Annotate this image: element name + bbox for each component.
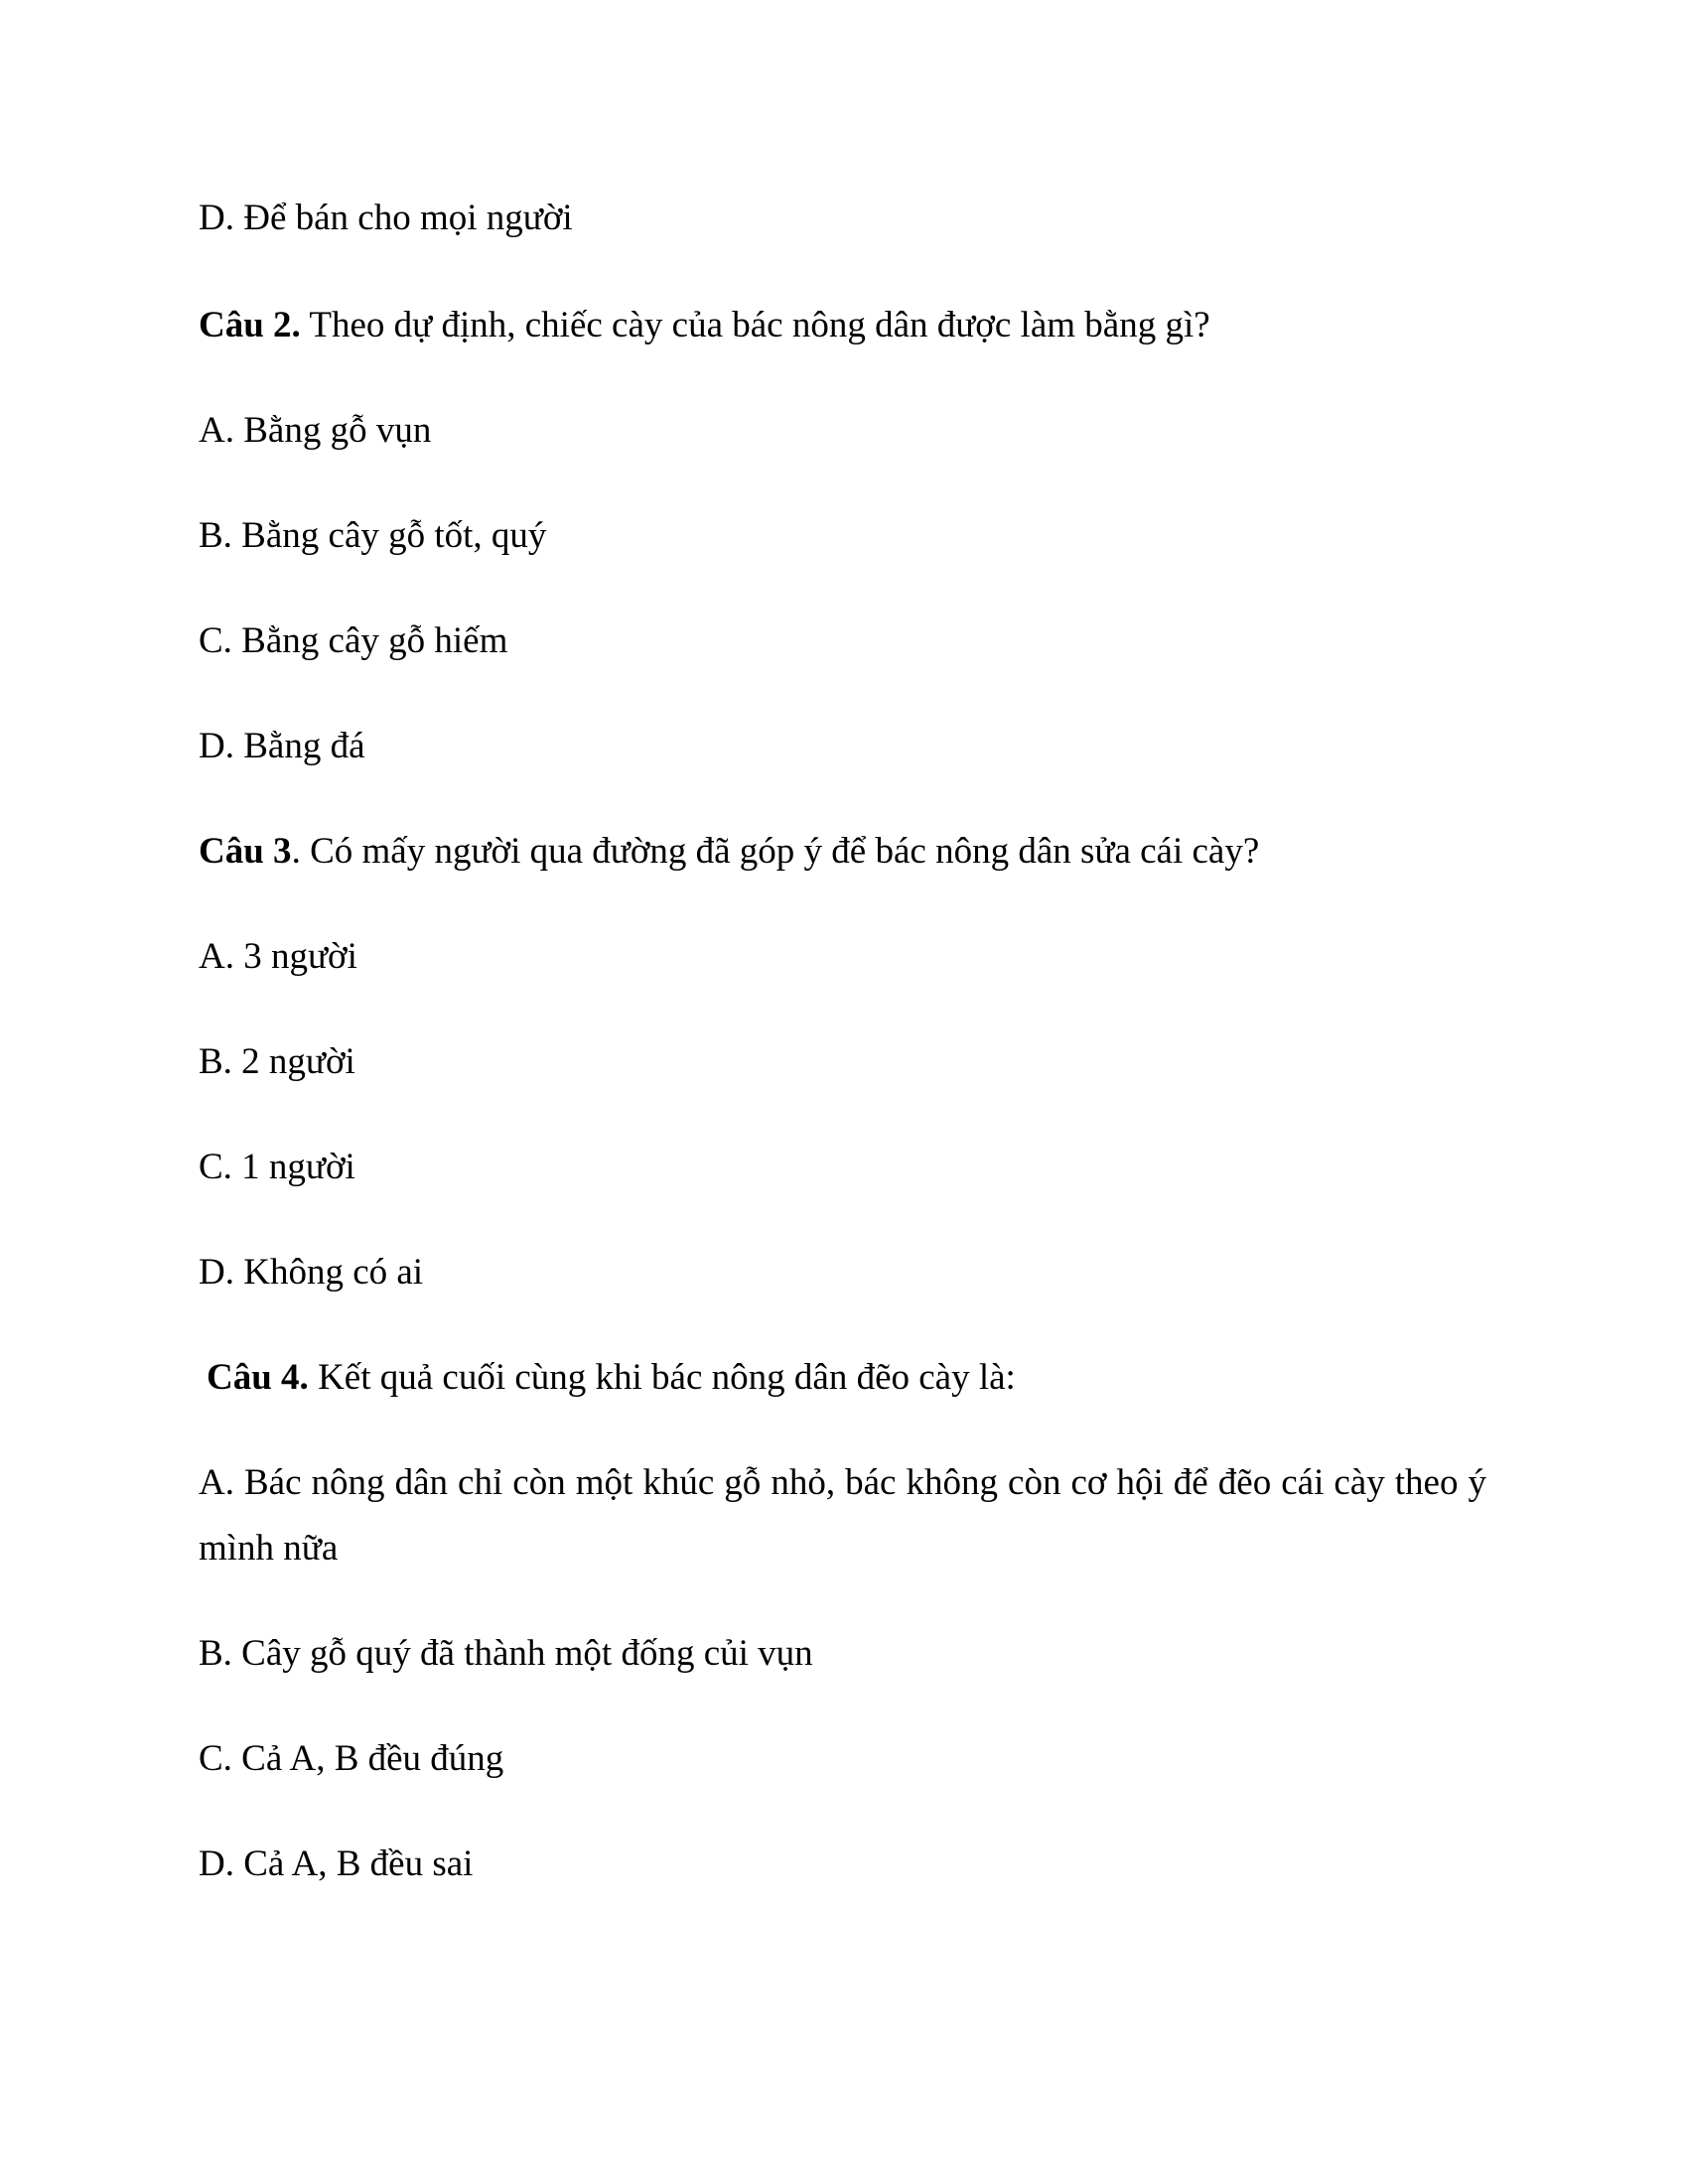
question-text: Kết quả cuối cùng khi bác nông dân đẽo cày là: xyxy=(308,1357,1016,1398)
question-3-option-c: C. 1 người xyxy=(199,1147,355,1187)
question-4-option-c: C. Cả A, B đều đúng xyxy=(199,1738,504,1779)
question-text: . Có mấy người qua đường đã góp ý để bác nông dân sửa cái cày? xyxy=(291,831,1260,872)
question-2-option-a: A. Bằng gỗ vụn xyxy=(199,410,432,451)
question-2 xyxy=(199,304,1210,347)
question-label: Câu 3 xyxy=(199,831,292,872)
question-4-option-d: D. Cả A, B đều sai xyxy=(199,1843,474,1884)
question-text: Theo dự định, chiếc cày của bác nông dân được làm bằng gì? xyxy=(300,305,1210,345)
question-2-option-c: C. Bằng cây gỗ hiếm xyxy=(199,620,508,661)
question-4-option-b: B. Cây gỗ quý đã thành một đống củi vụn xyxy=(199,1633,813,1674)
question-4-option-a: A. Bác nông dân chỉ còn một khúc gỗ nhỏ, bác không còn cơ hội để đẽo cái cày theo ý mình nữa xyxy=(199,1462,1486,1569)
question-3 xyxy=(199,830,1259,874)
question-3-option-a: A. 3 người xyxy=(199,936,357,977)
question-label: Câu 2. xyxy=(199,305,301,345)
question-2-option-d: D. Bằng đá xyxy=(199,726,365,766)
question-3-option-d: D. Không có ai xyxy=(199,1252,424,1293)
question-3-option-b: B. 2 người xyxy=(199,1041,355,1082)
question-4 xyxy=(207,1356,1016,1400)
prev-question-option-d: D. Để bán cho mọi người xyxy=(199,198,573,238)
question-2-option-b: B. Bằng cây gỗ tốt, quý xyxy=(199,515,547,556)
question-label: Câu 4. xyxy=(207,1357,309,1398)
